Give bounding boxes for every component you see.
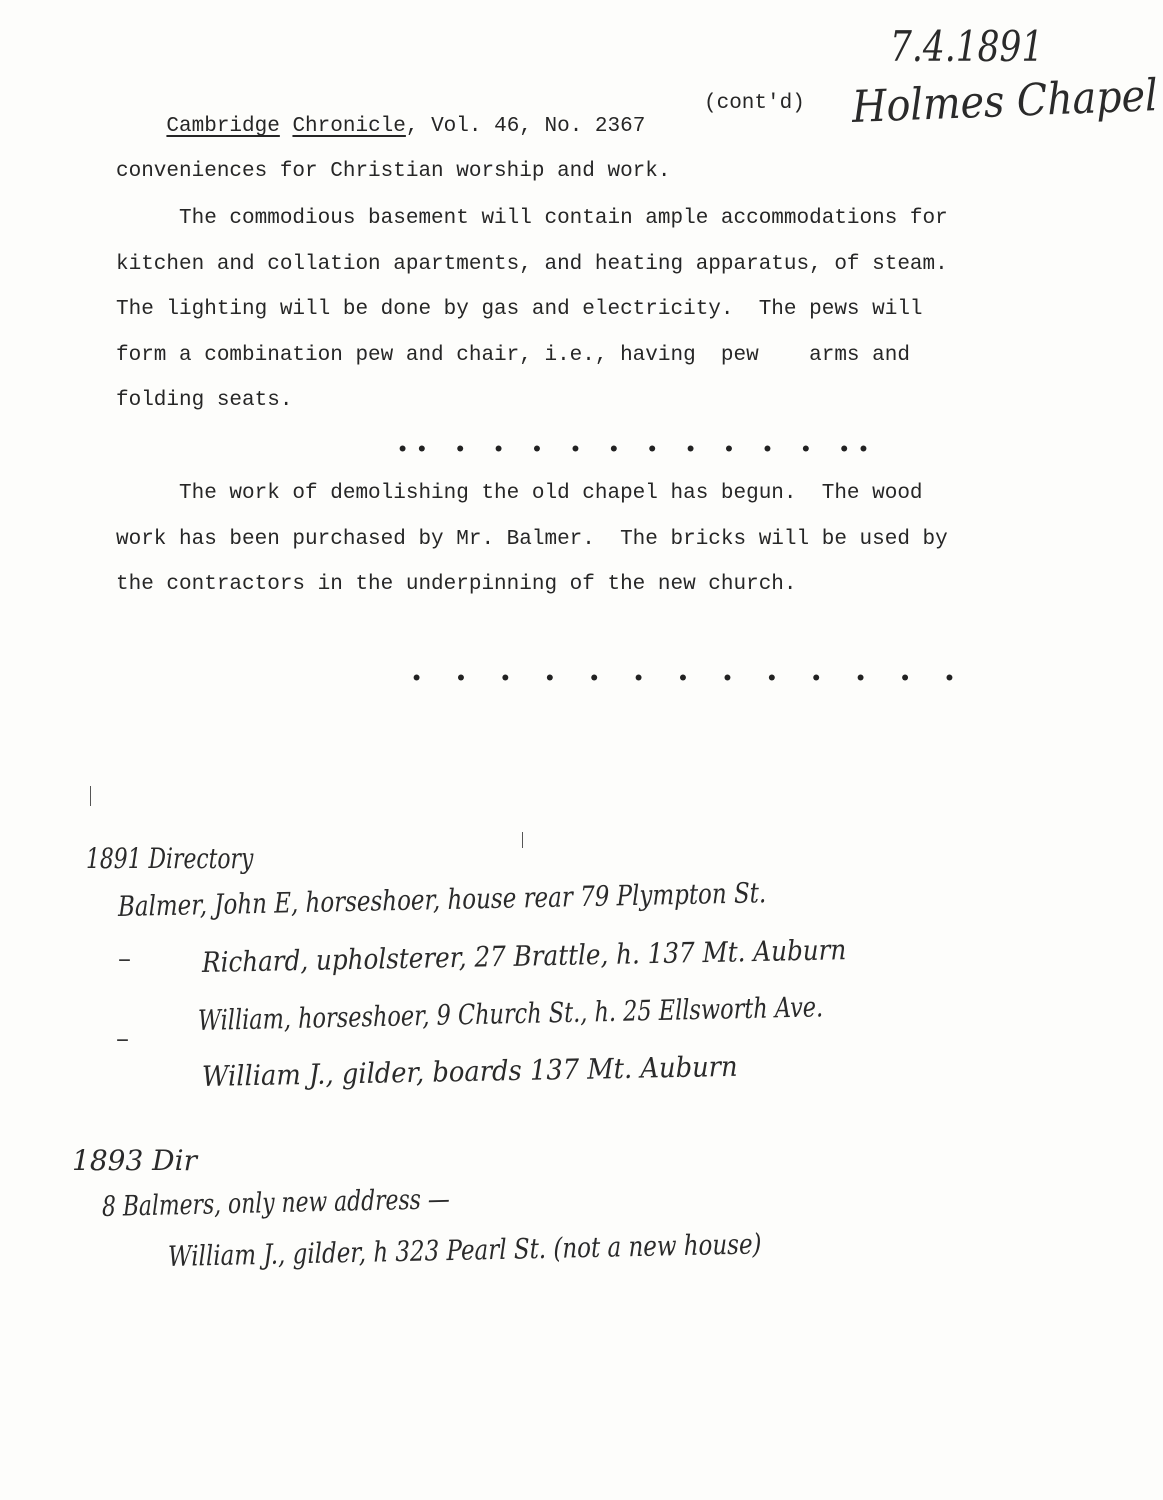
note-1893-line-1: 8 Balmers, only new address — (101, 1182, 450, 1223)
note-1891-entry-1: Balmer, John E, horseshoer, house rear 79 Plympton St. (117, 876, 767, 923)
body-line-4: The lighting will be done by gas and electricity. The pews will (116, 298, 923, 321)
ditto-dash: – (118, 944, 131, 974)
header-title: Cambridge (166, 115, 280, 138)
handwritten-date: 7.4.1891 (890, 22, 1044, 71)
separator-dots-1: •• • • • • • • • • • • •• (396, 438, 877, 463)
body-line-3: kitchen and collation apartments, and heating apparatus, of steam. (116, 253, 948, 276)
note-1893-line-2: William J., gilder, h 323 Pearl St. (not a new house) (167, 1227, 762, 1273)
body-line-2: The commodious basement will contain ample accommodations for (116, 207, 948, 230)
body-line-8: work has been purchased by Mr. Balmer. The bricks will be used by (116, 528, 948, 551)
note-1891-heading: 1891 Directory (86, 842, 254, 875)
separator-dots-2: • • • • • • • • • • • • • (410, 667, 966, 692)
ditto-dash: – (116, 1024, 129, 1054)
note-1893-heading: 1893 Dir (72, 1144, 197, 1177)
body-line-5: form a combination pew and chair, i.e., having pew arms and (116, 344, 910, 367)
body-line-6: folding seats. (116, 389, 293, 412)
pencil-mark (90, 786, 91, 806)
header-contd: (cont'd) (704, 92, 805, 115)
body-line-9: the contractors in the underpinning of the new church. (116, 573, 797, 596)
body-line-1: conveniences for Christian worship and work. (116, 160, 671, 183)
note-1891-entry-3: William, horseshoer, 9 Church St., h. 25 Ellsworth Ave. (197, 990, 824, 1037)
note-1891-entry-2: Richard, upholsterer, 27 Brattle, h. 137 Mt. Auburn (201, 933, 847, 979)
handwritten-subject: Holmes Chapel (851, 70, 1159, 133)
header-line (116, 92, 645, 161)
pencil-mark (522, 832, 523, 848)
note-1891-entry-4: William J., gilder, boards 137 Mt. Auburn (201, 1049, 738, 1093)
header-volume: , Vol. 46, No. 2367 (405, 115, 646, 138)
body-line-7: The work of demolishing the old chapel has begun. The wood (116, 482, 923, 505)
header-title-2: Chronicle (292, 115, 406, 138)
